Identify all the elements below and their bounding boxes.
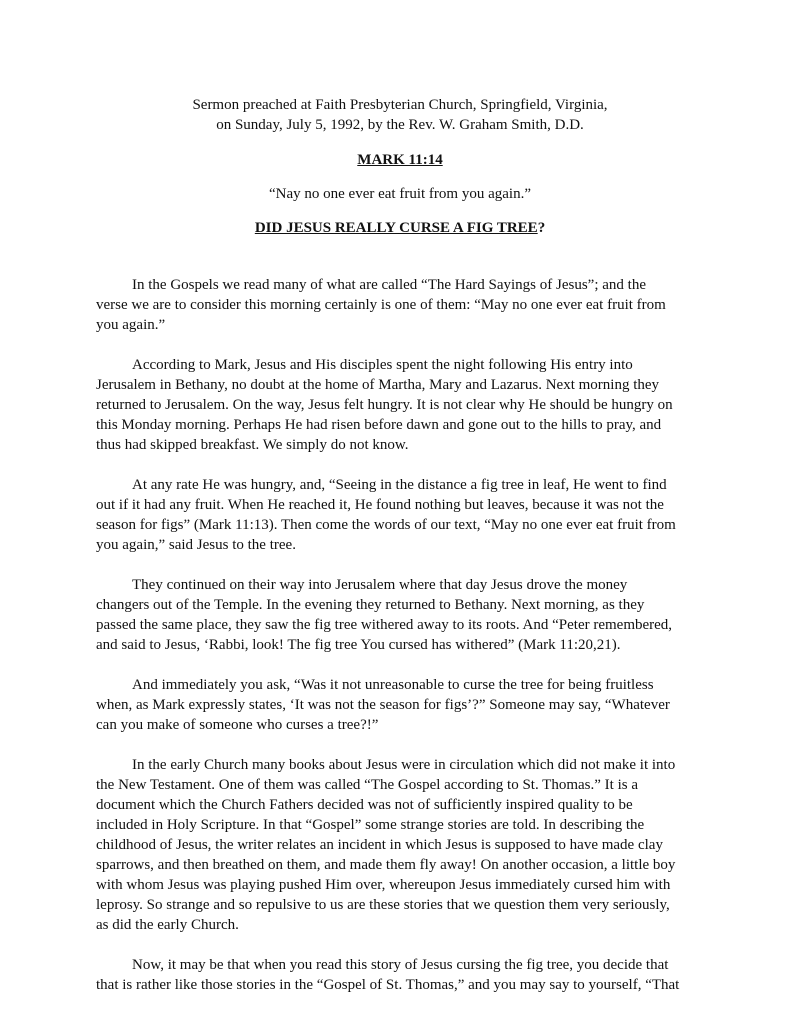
paragraph-line: passed the same place, they saw the fig tree withered away to its roots. And “Peter remembered, <box>96 617 673 633</box>
paragraph-line: In the Gospels we read many of what are called “The Hard Sayings of Jesus”; and the <box>132 277 646 293</box>
paragraph-line: changers out of the Temple. In the evening they returned to Bethany. Next morning, as they <box>96 597 645 613</box>
body-paragraph <box>96 355 716 455</box>
header-line-2: on Sunday, July 5, 1992, by the Rev. W. Graham Smith, D.D. <box>216 117 584 133</box>
paragraph-line: out if it had any fruit. When He reached it, He found nothing but leaves, because it was not the <box>96 497 664 513</box>
header-line-1: Sermon preached at Faith Presbyterian Church, Springfield, Virginia, <box>192 97 608 113</box>
paragraph-line: the New Testament. One of them was called “The Gospel according to St. Thomas.” It is a <box>96 777 638 793</box>
paragraph-line: you again,” said Jesus to the tree. <box>96 537 296 553</box>
paragraph-line: Now, it may be that when you read this story of Jesus cursing the fig tree, you decide that <box>132 957 669 973</box>
paragraph-line: verse we are to consider this morning certainly is one of them: “May no one ever eat fruit from <box>96 297 666 313</box>
paragraph-line: At any rate He was hungry, and, “Seeing in the distance a fig tree in leaf, He went to find <box>132 477 667 493</box>
paragraph-line: season for figs” (Mark 11:13). Then come the words of our text, “May no one ever eat fruit from <box>96 517 676 533</box>
body-paragraph <box>96 755 716 935</box>
paragraph-line: returned to Jerusalem. On the way, Jesus felt hungry. It is not clear why He should be hungry on <box>96 397 673 413</box>
paragraph-line: sparrows, and then breathed on them, and made them fly away! On another occasion, a little boy <box>96 857 676 873</box>
paragraph-line: as did the early Church. <box>96 917 239 933</box>
paragraph-line: thus had skipped breakfast. We simply do not know. <box>96 437 409 453</box>
paragraph-line: They continued on their way into Jerusalem where that day Jesus drove the money <box>132 577 628 593</box>
paragraph-line: can you make of someone who curses a tree?!” <box>96 717 379 733</box>
paragraph-line: this Monday morning. Perhaps He had risen before dawn and gone out to the hills to pray, and <box>96 417 662 433</box>
paragraph-line: childhood of Jesus, the writer relates an incident in which Jesus is supposed to have made clay <box>96 837 663 853</box>
body-paragraph <box>96 575 716 655</box>
paragraph-line: with whom Jesus was playing pushed Him over, whereupon Jesus immediately cursed him with <box>96 877 671 893</box>
paragraph-line: According to Mark, Jesus and His disciples spent the night following His entry into <box>132 357 633 373</box>
paragraph-line: included in Holy Scripture. In that “Gospel” some strange stories are told. In describing the <box>96 817 645 833</box>
body-paragraph <box>96 475 716 555</box>
paragraph-line: and said to Jesus, ‘Rabbi, look! The fig tree You cursed has withered” (Mark 11:20,21). <box>96 637 621 653</box>
paragraph-line: you again.” <box>96 317 166 333</box>
paragraph-line: when, as Mark expressly states, ‘It was not the season for figs’?” Someone may say, “Whatever <box>96 697 670 713</box>
paragraph-line: document which the Church Fathers decided was not of sufficiently inspired quality to be <box>96 797 633 813</box>
paragraph-line: leprosy. So strange and so repulsive to us are these stories that we question them very seriously, <box>96 897 670 913</box>
scripture-reference: MARK 11:14 <box>357 152 443 168</box>
body-paragraph <box>96 955 716 995</box>
sermon-body <box>96 275 716 1015</box>
sermon-title-text: DID JESUS REALLY CURSE A FIG TREE <box>254 220 538 236</box>
paragraph-line: that is rather like those stories in the “Gospel of St. Thomas,” and you may say to yourself, “That <box>96 977 680 993</box>
paragraph-line: And immediately you ask, “Was it not unreasonable to curse the tree for being fruitless <box>132 677 654 693</box>
body-paragraph <box>96 675 716 735</box>
body-paragraph <box>96 275 716 335</box>
paragraph-line: Jerusalem in Bethany, no doubt at the home of Martha, Mary and Lazarus. Next morning they <box>96 377 660 393</box>
sermon-title-suffix: ? <box>537 220 546 236</box>
sermon-title <box>0 220 800 237</box>
paragraph-line: In the early Church many books about Jesus were in circulation which did not make it into <box>132 757 676 773</box>
scripture-quote: “Nay no one ever eat fruit from you again.” <box>269 186 531 202</box>
